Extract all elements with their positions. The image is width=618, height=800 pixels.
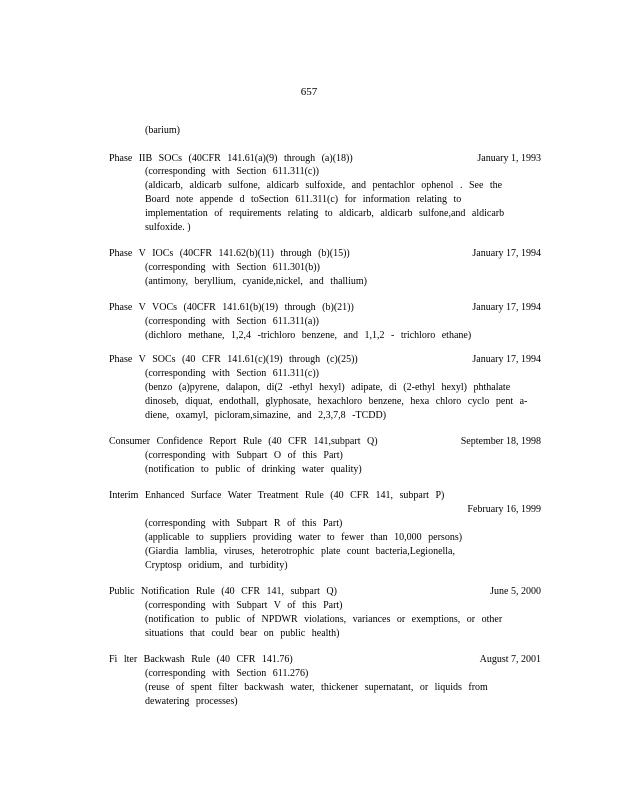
- entry-line: (notification to public of drinking water quality): [145, 464, 362, 475]
- entry-line: (antimony, beryllium, cyanide,nickel, and thallium): [145, 276, 367, 287]
- entry-line: (corresponding with Section 611.301(b)): [145, 262, 320, 273]
- entry-date: September 18, 1998: [460, 436, 541, 447]
- entry-line: dewatering processes): [145, 696, 238, 707]
- entry-line: (corresponding with Section 611.311(c)): [145, 166, 319, 177]
- entry-line: (applicable to suppliers providing water to fewer than 10,000 persons): [145, 532, 463, 543]
- entry-date: January 17, 1994: [472, 302, 541, 313]
- entry-title: Public Notification Rule (40 CFR 141, subpart Q): [109, 586, 337, 597]
- entry-line: implementation of requirements relating to aldicarb, aldicarb sulfone,and aldicarb: [145, 208, 505, 219]
- entry-date: January 17, 1994: [472, 354, 541, 365]
- entry-date: January 17, 1994: [472, 248, 541, 259]
- entry-date: February 16, 1999: [467, 504, 541, 515]
- entry-line: dinoseb, diquat, endothall, glyphosate, hexachloro benzene, hexa chloro cyclo pent a-: [145, 396, 528, 407]
- entry-line: situations that could bear on public health): [145, 628, 340, 639]
- entry-line: (benzo (a)pyrene, dalapon, di(2 -ethyl hexyl) adipate, di (2-ethyl hexyl) phthalate: [145, 382, 511, 393]
- entry-date: June 5, 2000: [490, 586, 541, 597]
- entry-line: Cryptosp oridium, and turbidity): [145, 560, 288, 571]
- entry-line: (notification to public of NPDWR violations, variances or exemptions, or other: [145, 614, 503, 625]
- entry-title: Phase V VOCs (40CFR 141.61(b)(19) through (b)(21)): [109, 302, 354, 313]
- entry-line: (corresponding with Section 611.311(a)): [145, 316, 319, 327]
- entry-title: Phase V IOCs (40CFR 141.62(b)(11) through (b)(15)): [109, 248, 350, 259]
- entry-date: August 7, 2001: [479, 654, 541, 665]
- intro-line: (barium): [145, 125, 180, 136]
- page-number: 657: [300, 86, 318, 98]
- entry-line: (corresponding with Section 611.276): [145, 668, 309, 679]
- entry-line: (Giardia lamblia, viruses, heterotrophic plate count bacteria,Legionella,: [145, 546, 455, 557]
- entry-line: (reuse of spent filter backwash water, thickener supernatant, or liquids from: [145, 682, 488, 693]
- entry-line: Board note appende d toSection 611.311(c) for information relating to: [145, 194, 462, 205]
- entry-title: Phase V SOCs (40 CFR 141.61(c)(19) through (c)(25)): [109, 354, 358, 365]
- entry-line: (corresponding with Section 611.311(c)): [145, 368, 319, 379]
- entry-line: (dichloro methane, 1,2,4 -trichloro benzene, and 1,1,2 - trichloro ethane): [145, 330, 472, 341]
- entry-line: (corresponding with Subpart R of this Part): [145, 518, 343, 529]
- entry-line: (aldicarb, aldicarb sulfone, aldicarb sulfoxide, and pentachlor ophenol . See the: [145, 180, 503, 191]
- entry-line: (corresponding with Subpart V of this Part): [145, 600, 343, 611]
- entry-date: January 1, 1993: [477, 153, 541, 164]
- entry-title: Fi lter Backwash Rule (40 CFR 141.76): [109, 654, 293, 665]
- entry-title: Phase IIB SOCs (40CFR 141.61(a)(9) through (a)(18)): [109, 153, 353, 164]
- entry-title: Consumer Confidence Report Rule (40 CFR 141,subpart Q): [109, 436, 378, 447]
- entry-line: sulfoxide. ): [145, 222, 191, 233]
- entry-line: diene, oxamyl, picloram,simazine, and 2,3,7,8 -TCDD): [145, 410, 387, 421]
- entry-title: Interim Enhanced Surface Water Treatment Rule (40 CFR 141, subpart P): [109, 490, 445, 501]
- entry-line: (corresponding with Subpart O of this Part): [145, 450, 343, 461]
